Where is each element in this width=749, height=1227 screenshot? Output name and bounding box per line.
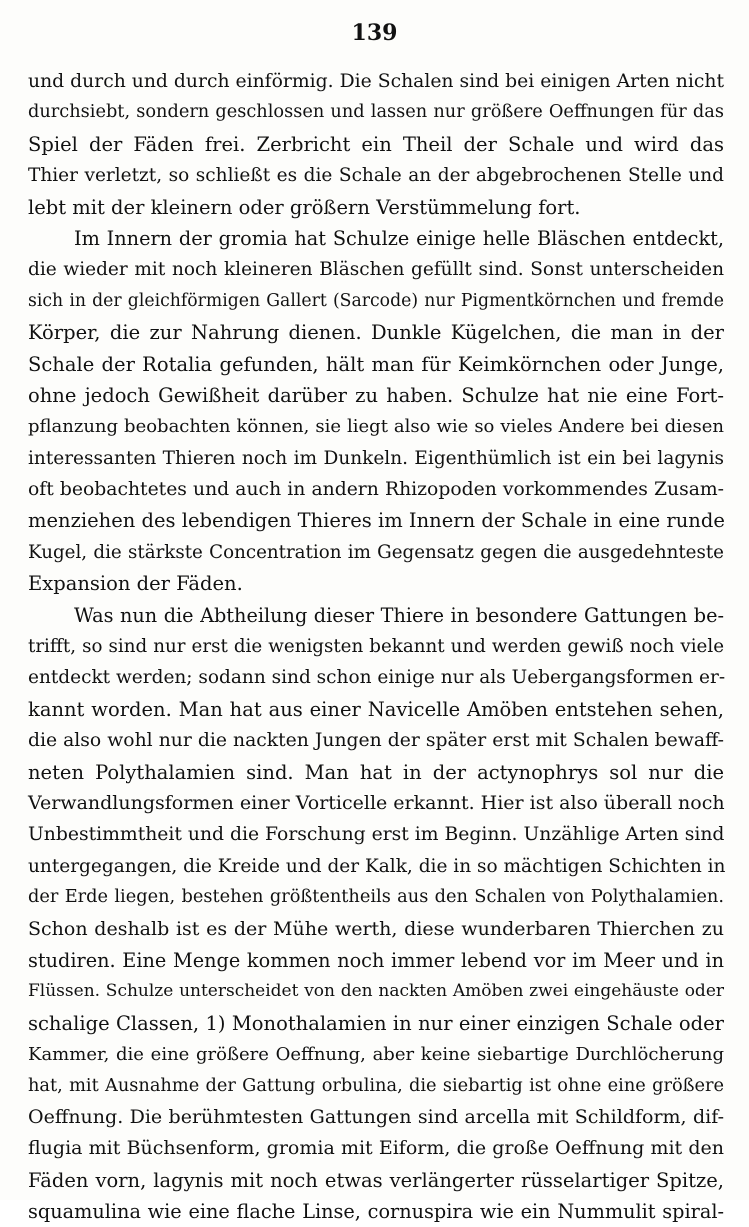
text-line: studiren. Eine Menge kommen noch immer lebend vor im Meer und in [28, 948, 724, 972]
text-line: Unbestimmtheit und die Forschung erst im Beginn. Unzählige Arten sind [28, 824, 725, 846]
text-line: kannt worden. Man hat aus einer Navicelle Amöben entstehen sehen, [28, 697, 724, 721]
text-line: entdeckt werden; sodann sind schon einige nur als Uebergangsformen er- [28, 667, 726, 689]
text-line: die also wohl nur die nackten Jungen der später erst mit Schalen bewaff- [28, 730, 724, 752]
text-line: Schale der Rotalia gefunden, hält man für Keimkörnchen oder Junge, [28, 352, 724, 376]
text-line: und durch und durch einförmig. Die Schalen sind bei einigen Arten nicht [28, 71, 724, 92]
text-line: ohne jedoch Gewißheit darüber zu haben. Schulze hat nie eine Fort- [28, 383, 724, 407]
text-line: squamulina wie eine flache Linse, cornuspira wie ein Nummulit spiral- [28, 1200, 724, 1224]
text-line: Expansion der Fäden. [28, 572, 243, 596]
text-line: Fäden vorn, lagynis mit noch etwas verlängerter rüsselartiger Spitze, [28, 1168, 724, 1192]
text-line: Kammer, die eine größere Oeffnung, aber keine siebartige Durchlöcherung [28, 1044, 724, 1066]
text-line: pflanzung beobachten können, sie liegt also wie so vieles Andere bei diesen [28, 416, 724, 438]
text-line: Spiel der Fäden frei. Zerbricht ein Theil der Schale und wird das [28, 132, 724, 156]
page-number: 139 [351, 20, 398, 46]
text-line: Körper, die zur Nahrung dienen. Dunkle Kügelchen, die man in der [28, 321, 724, 345]
text-line: Thier verletzt, so schließt es die Schale an der abgebrochenen Stelle und [28, 165, 724, 187]
text-line: trifft, so sind nur erst die wenigsten bekannt und werden gewiß noch viele [28, 636, 724, 658]
text-line: flugia mit Büchsenform, gromia mit Eiform, die große Oeffnung mit den [28, 1137, 724, 1160]
text-line: hat, mit Ausnahme der Gattung orbulina, die siebartig ist ohne eine größere [28, 1075, 724, 1096]
text-line: neten Polythalamien sind. Man hat in der actynophrys sol nur die [28, 760, 724, 784]
text-line: sich in der gleichförmigen Gallert (Sarcode) nur Pigmentkörnchen und fremde [28, 290, 724, 311]
text-line: oft beobachtetes und auch in andern Rhizopoden vorkommendes Zusam- [28, 479, 724, 501]
text-line: menziehen des lebendigen Thieres im Innern der Schale in eine runde [28, 509, 725, 533]
text-line: Im Innern der gromia hat Schulze einige helle Bläschen entdeckt, [74, 226, 724, 250]
text-line: Oeffnung. Die berühmtesten Gattungen sind arcella mit Schildform, dif- [28, 1105, 724, 1128]
text-line: die wieder mit noch kleineren Bläschen gefüllt sind. Sonst unterscheiden [28, 259, 724, 281]
text-line: Flüssen. Schulze unterscheidet von den nackten Amöben zwei eingehäuste oder [28, 981, 724, 1002]
text-line: Kugel, die stärkste Concentration im Gegensatz gegen die ausgedehnteste [28, 541, 724, 563]
text-line: Verwandlungsformen einer Vorticelle erkannt. Hier ist also überall noch [28, 791, 725, 814]
text-line: durchsiebt, sondern geschlossen und lassen nur größere Oeffnungen für das [28, 102, 724, 123]
text-line: der Erde liegen, bestehen größtentheils aus den Schalen von Polythalamien. [28, 887, 724, 908]
text-line: schalige Classen, 1) Monothalamien in nur einer einzigen Schale oder [28, 1011, 724, 1035]
text-line: Schon deshalb ist es der Mühe werth, diese wunderbaren Thierchen zu [28, 917, 724, 940]
text-line: interessanten Thieren noch im Dunkeln. Eigenthümlich ist ein bei lagynis [28, 447, 724, 469]
text-line: lebt mit der kleinern oder größern Verstümmelung fort. [28, 195, 581, 219]
body-text [28, 66, 724, 1227]
text-line: untergegangen, die Kreide und der Kalk, die in so mächtigen Schichten in [28, 855, 726, 877]
text-line: Was nun die Abtheilung dieser Thiere in besondere Gattungen be- [74, 603, 724, 627]
